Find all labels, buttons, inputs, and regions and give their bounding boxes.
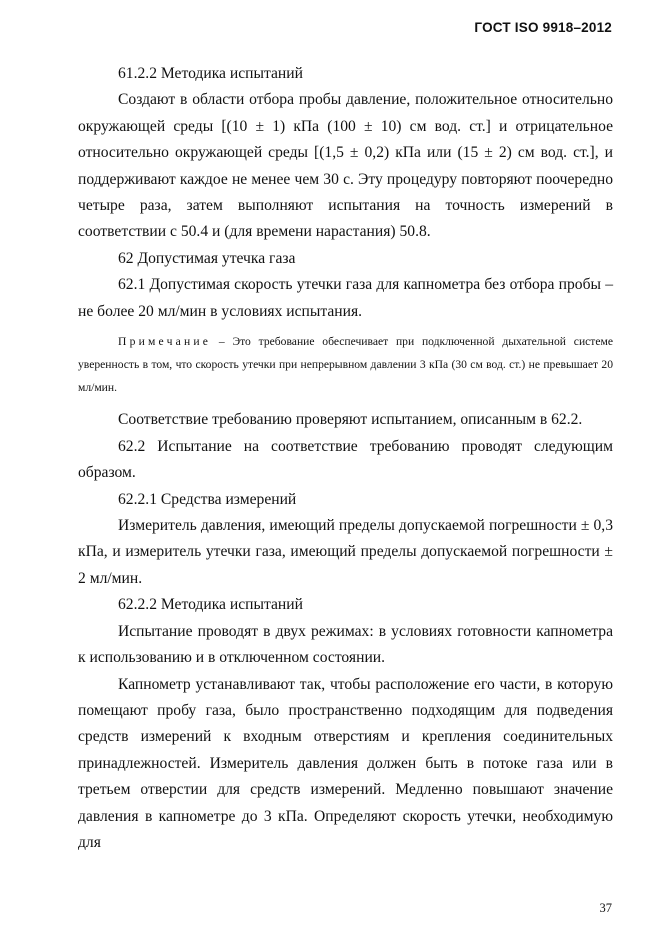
paragraph-compliance: Соответствие требованию проверяют испытанием, описанным в 62.2. xyxy=(118,411,583,429)
paragraph-62-2: 62.2 Испытание на соответствие требованию проводят следующим образом. xyxy=(78,437,613,482)
section-heading-62: 62 Допустимая утечка газа xyxy=(118,249,296,267)
page-number: 37 xyxy=(599,901,612,915)
section-heading-62-2-1: 62.2.1 Средства измерений xyxy=(118,490,297,508)
paragraph-instruments: Измеритель давления, имеющий пределы допускаемой погрешности ± 0,3 кПа, и измеритель утечки газа, имеющий пределы допускаемой погрешности ± 2 мл/мин. xyxy=(78,517,613,587)
note-label: Примечание xyxy=(118,335,212,349)
paragraph-setup: Капнометр устанавливают так, чтобы расположение его части, в которую помещают пробу газа, было пространственно подходящим для подведения средств измерений к входным отверстиям и крепления соединительных принадлежностей. Измеритель давления должен быть в потоке газа или в третьем отверстии для средств измерений. Медленно повышают значение давления в капнометре до 3 кПа. Определяют скорость утечки, необходимую для xyxy=(78,675,613,851)
paragraph-modes: Испытание проводят в двух режимах: в условиях готовности капнометра к использованию и в отключенном состоянии. xyxy=(78,622,613,667)
note-block xyxy=(78,331,613,399)
section-heading-61-2-2: 61.2.2 Методика испытаний xyxy=(118,65,303,82)
document-code-header: ГОСТ ISO 9918–2012 xyxy=(474,20,612,35)
section-heading-62-2-2: 62.2.2 Методика испытаний xyxy=(118,596,303,614)
document-body xyxy=(78,61,613,856)
paragraph-62-1: 62.1 Допустимая скорость утечки газа для капнометра без отбора пробы – не более 20 мл/мин в условиях испытания. xyxy=(78,276,613,320)
paragraph-pressure-procedure: Создают в области отбора пробы давление, положительное относительно окружающей среды [(10 ± 1) кПа (100 ± 10) см вод. ст.] и отрицательное относительно окружающей среды [(1,5 ± 0,2) кПа или (15 ± 2) см вод. ст.], и поддерживают каждое не менее чем 30 с. Эту процедуру повторяют поочередно четыре раза, затем выполняют испытания на точность измерений в соответствии с 50.4 и (для времени нарастания) 50.8. xyxy=(78,91,613,241)
note-text: – Это требование обеспечивает при подключенной дыхательной системе уверенность в том, что скорость утечки при непрерывном давлении 3 кПа (30 см вод. ст.) не превышает 20 мл/мин. xyxy=(78,335,613,394)
